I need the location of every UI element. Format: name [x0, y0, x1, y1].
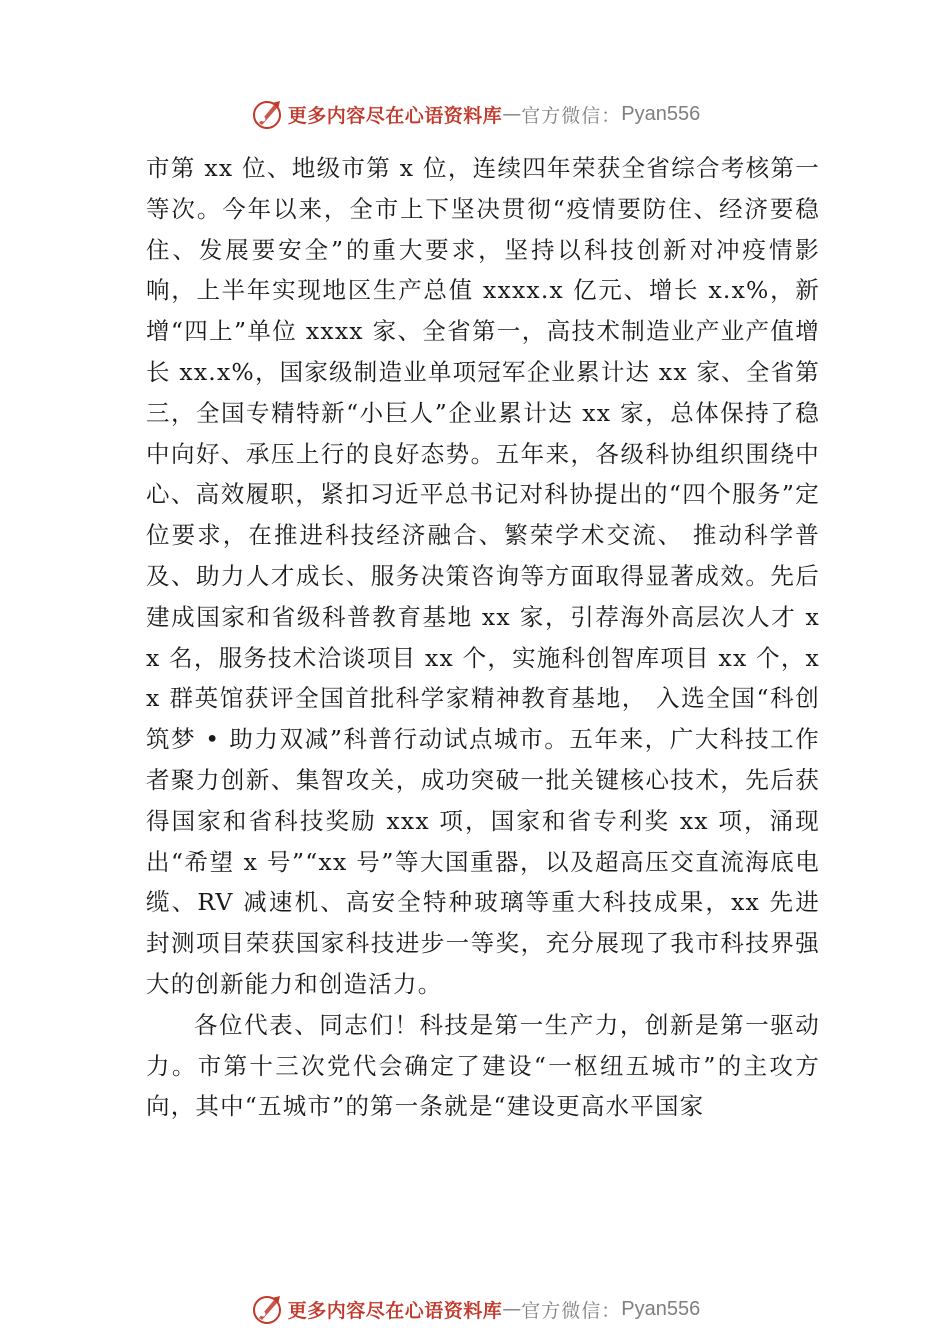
watermark-official-label: 官方微信： — [521, 1299, 622, 1322]
body-paragraph-2: 各位代表、同志们！科技是第一生产力，创新是第一驱动力。市第十三次党代会确定了建设“一枢纽五城市”的主攻方向，其中“五城市”的第一条就是“建设更高水平国家 — [146, 1010, 820, 1121]
watermark-separator: — — [502, 1298, 522, 1320]
watermark-wechat-handle: Pyan556 — [621, 102, 701, 125]
watermark-brand-text: 更多内容尽在心语资料库 — [287, 104, 503, 127]
document-body — [146, 148, 820, 1127]
body-paragraph-1: 市第 xx 位、地级市第 x 位，连续四年荣获全省综合考核第一等次。今年以来，全市上下坚决贯彻“疫情要防住、经济要稳住、发展要安全”的重大要求，坚持以科技创新对冲疫情影响，上半年实现地区生产总值 xxxx.x 亿元、增长 x.x%，新增“四上”单位 xxxx 家、全省第一，高技术制造业产业产值增长 xx.x%，国家级制造业单项冠军企业累计达 xx 家、全省第三，全国专精特新“小巨人”企业累计达 xx 家，总体保持了稳中向好、承压上行的良好态势。五年来，各级科协组织围绕中心、高效履职，紧扣习近平总书记对科协提出的“四个服务”定位要求，在推进科技经济融合、繁荣学术交流、 推动科学普及、助力人才成长、服务决策咨询等方面取得显著成效。先后建成国家和省级科普教育基地 xx 家，引荐海外高层次人才 xx 名，服务技术洽谈项目 xx 个，实施科创智库项目 xx 个，xx 群英馆获评全国首批科学家精神教育基地， 入选全国“科创筑梦 • 助力双减”科普行动试点城市。五年来，广大科技工作者聚力创新、集智攻关，成功突破一批关键核心技术，先后获得国家和省科技奖励 xxx 项，国家和省专利奖 xx 项，涌现出“希望 x 号”“xx 号”等大国重器，以及超高压交直流海底电缆、RV 减速机、高安全特种玻璃等重大科技成果，xx 先进封测项目荣获国家科技进步一等奖，充分展现了我市科技界强大的创新能力和创造活力。 — [146, 154, 820, 998]
header-watermark-banner — [0, 96, 950, 132]
footer-watermark-banner — [0, 1291, 950, 1327]
watermark-separator: — — [502, 103, 522, 125]
quill-pen-seal-icon — [250, 97, 284, 131]
quill-pen-seal-icon — [250, 1292, 284, 1326]
watermark-official-label: 官方微信： — [521, 104, 622, 127]
watermark-wechat-handle: Pyan556 — [621, 1297, 701, 1320]
watermark-brand-text: 更多内容尽在心语资料库 — [287, 1299, 503, 1322]
